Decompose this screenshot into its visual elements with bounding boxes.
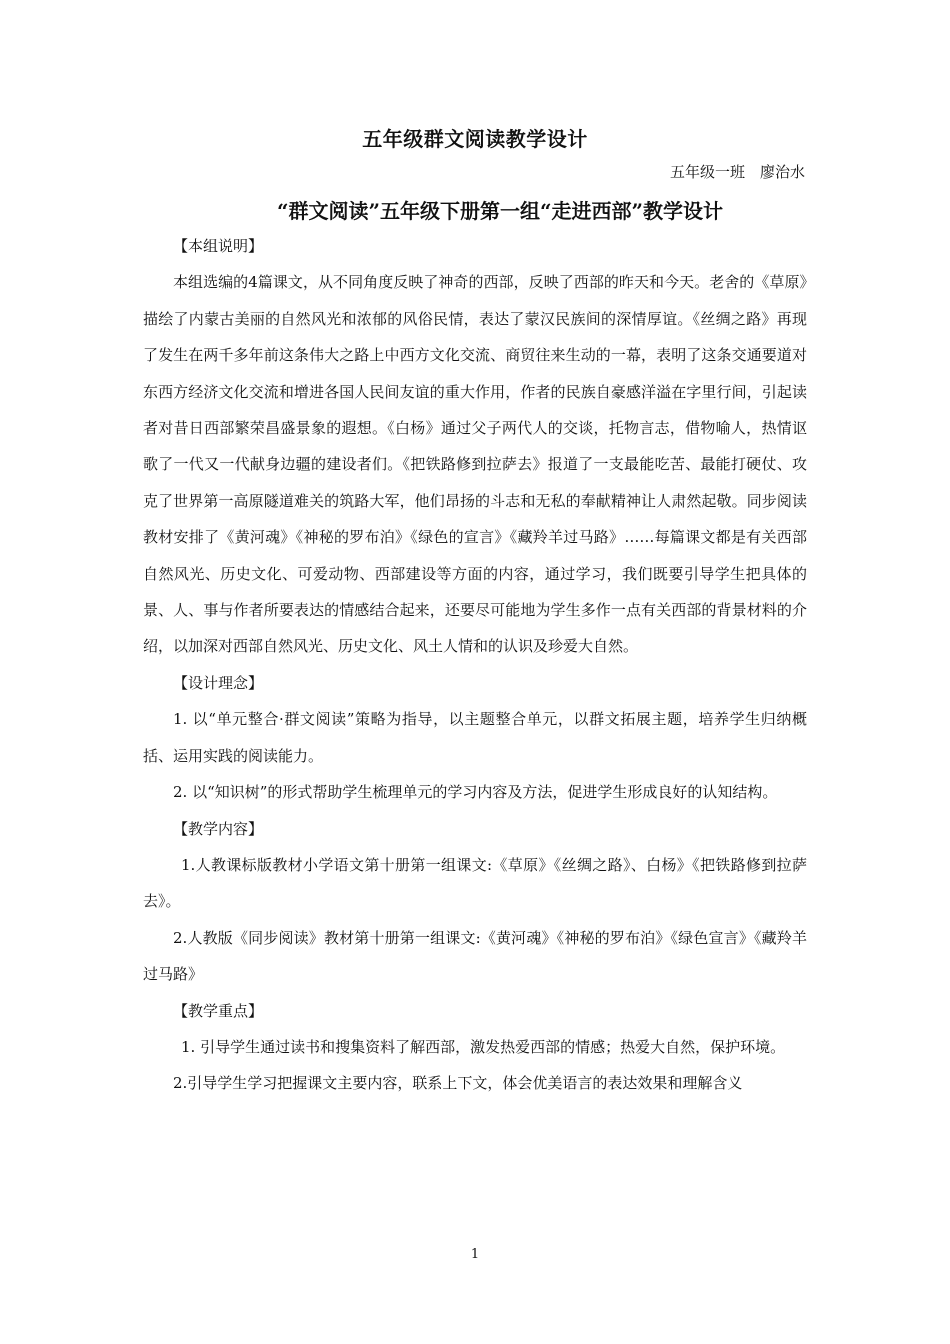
section-heading-intro: 【本组说明】 xyxy=(173,237,264,255)
intro-paragraph: 本组选编的4篇课文，从不同角度反映了神奇的西部，反映了西部的昨天和今天。老舍的《草原》描绘了内蒙古美丽的自然风光和浓郁的风俗民情，表达了蒙汉民族间的深情厚谊。《丝绸之路》再现了发生在两千多年前这条伟大之路上中西方文化交流、商贸往来生动的一幕，表明了这条交通要道对东西方经济文化交流和增进各国人民间友谊的重大作用，作者的民族自豪感洋溢在字里行间，引起读者对昔日西部繁荣昌盛景象的遐想。《白杨》通过父子两代人的交谈，托物言志，借物喻人，热情讴歌了一代又一代献身边疆的建设者们。《把铁路修到拉萨去》报道了一支最能吃苦、最能打硬仗、攻克了世界第一高原隧道难关的筑路大军，他们昂扬的斗志和无私的奉献精神让人肃然起敬。同步阅读教材安排了《黄河魂》《神秘的罗布泊》《绿色的宣言》《藏羚羊过马路》……每篇课文都是有关西部自然风光、历史文化、可爱动物、西部建设等方面的内容，通过学习，我们既要引导学生把具体的景、人、事与作者所要表达的情感结合起来，还要尽可能地为学生多作一点有关西部的背景材料的介绍，以加深对西部自然风光、历史文化、风土人情和的认识及珍爱大自然。 xyxy=(143,273,807,656)
content-item-1: 1.人教课标版教材小学语文第十册第一组课文:《草原》《丝绸之路》、白杨》《把铁路修到拉萨去》。 xyxy=(143,855,807,911)
content-item-2: 2.人教版《同步阅读》教材第十册第一组课文:《黄河魂》《神秘的罗布泊》《绿色宣言》《藏羚羊过马路》 xyxy=(143,928,807,984)
document-title: 五年级群文阅读教学设计 xyxy=(362,127,588,151)
focus-item-1: 1. 引导学生通过读书和搜集资料了解西部，激发热爱西部的情感；热爱大自然，保护环境。 xyxy=(181,1037,786,1056)
concept-item-1: 1. 以“单元整合·群文阅读”策略为指导，以主题整合单元，以群文拓展主题，培养学生归纳概括、运用实践的阅读能力。 xyxy=(143,710,807,765)
author-line: 五年级一班 廖治水 xyxy=(669,163,805,181)
page-number: 1 xyxy=(470,1247,480,1262)
section-heading-content: 【教学内容】 xyxy=(173,819,264,838)
document-subtitle: “群文阅读”五年级下册第一组“走进西部”教学设计 xyxy=(276,199,723,223)
focus-item-2: 2.引导学生学习把握课文主要内容，联系上下文，体会优美语言的表达效果和理解含义 xyxy=(173,1074,743,1093)
concept-item-2: 2. 以“知识树”的形式帮助学生梳理单元的学习内容及方法，促进学生形成良好的认知结构。 xyxy=(173,783,778,802)
section-heading-focus: 【教学重点】 xyxy=(173,1001,264,1020)
document-body xyxy=(143,228,807,1102)
section-heading-concept: 【设计理念】 xyxy=(173,673,264,692)
